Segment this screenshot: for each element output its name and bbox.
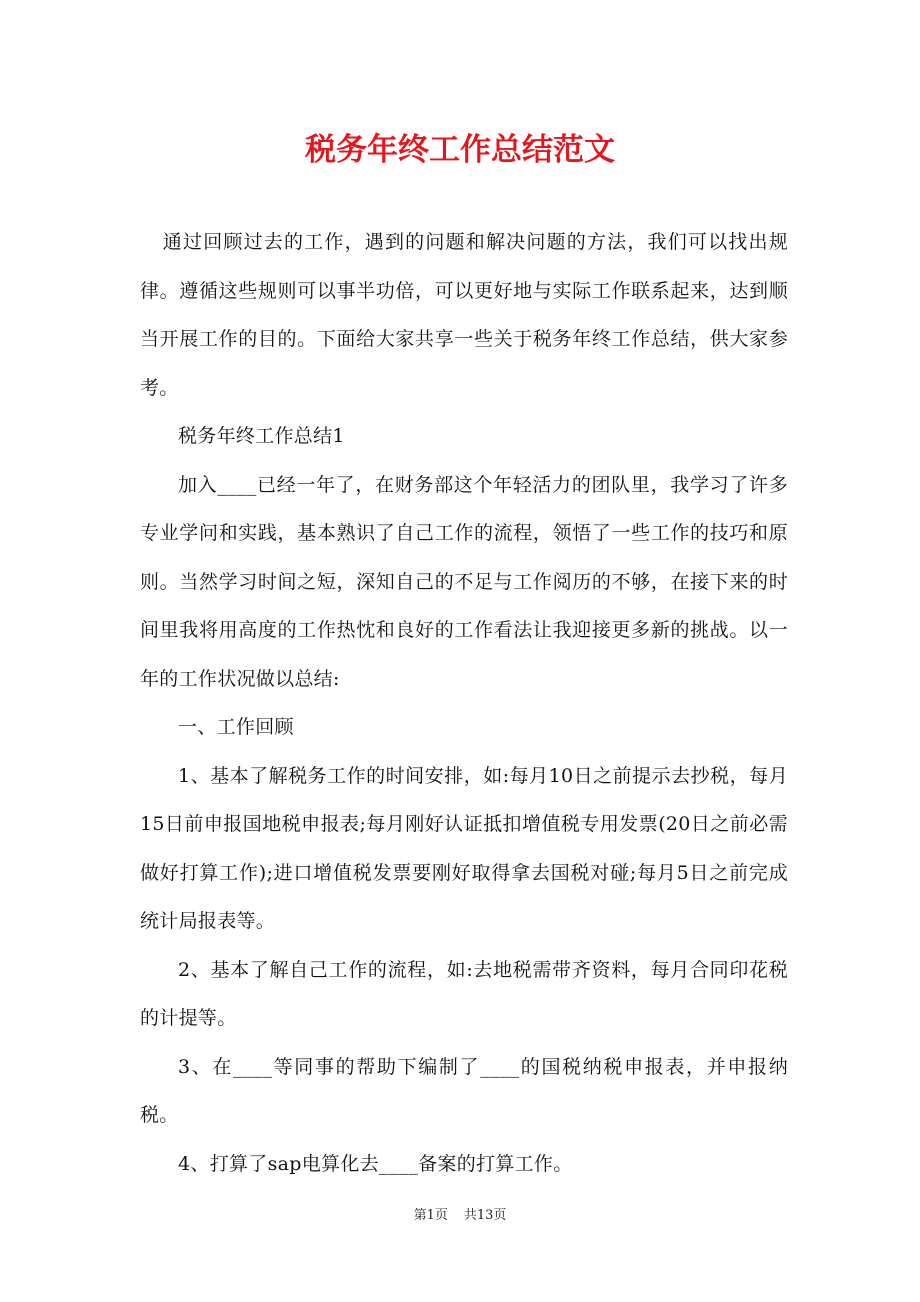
list-item: 3、在____等同事的帮助下编制了____的国税纳税申报表，并申报纳税。 [140, 1055, 788, 1126]
page-footer [0, 1206, 920, 1226]
list-item: 1、基本了解税务工作的时间安排，如:每月10日之前提示去抄税，每月15日前申报国地税申报表;每月刚好认证抵扣增值税专用发票(20日之前必需做好打算工作);进口增值税发票要刚好取得拿去国税对碰;每月5日之前完成统计局报表等。 [140, 764, 788, 932]
section-heading: 税务年终工作总结1 [178, 425, 345, 447]
body-paragraph: 加入____已经一年了，在财务部这个年轻活力的团队里，我学习了许多专业学问和实践，基本熟识了自己工作的流程，领悟了一些工作的技巧和原则。当然学习时间之短，深知自己的不足与工作阅历的不够，在接下来的时间里我将用高度的工作热忱和良好的工作看法让我迎接更多新的挑战。以一年的工作状况做以总结: [140, 473, 788, 690]
list-item: 4、打算了sap电算化去____备案的打算工作。 [178, 1152, 573, 1175]
subsection-heading: 一、工作回顾 [178, 716, 294, 738]
document-body [140, 218, 788, 1188]
document-title: 税务年终工作总结范文 [305, 132, 615, 168]
intro-paragraph: 通过回顾过去的工作，遇到的问题和解决问题的方法，我们可以找出规律。遵循这些规则可以事半功倍，可以更好地与实际工作联系起来，达到顺当开展工作的目的。下面给大家共享一些关于税务年终工作总结，供大家参考。 [140, 231, 788, 399]
list-item: 2、基本了解自己工作的流程，如:去地税需带齐资料，每月合同印花税的计提等。 [140, 958, 788, 1029]
page-total: 共13页 [463, 1208, 507, 1223]
page-number: 第1页 [413, 1208, 448, 1223]
